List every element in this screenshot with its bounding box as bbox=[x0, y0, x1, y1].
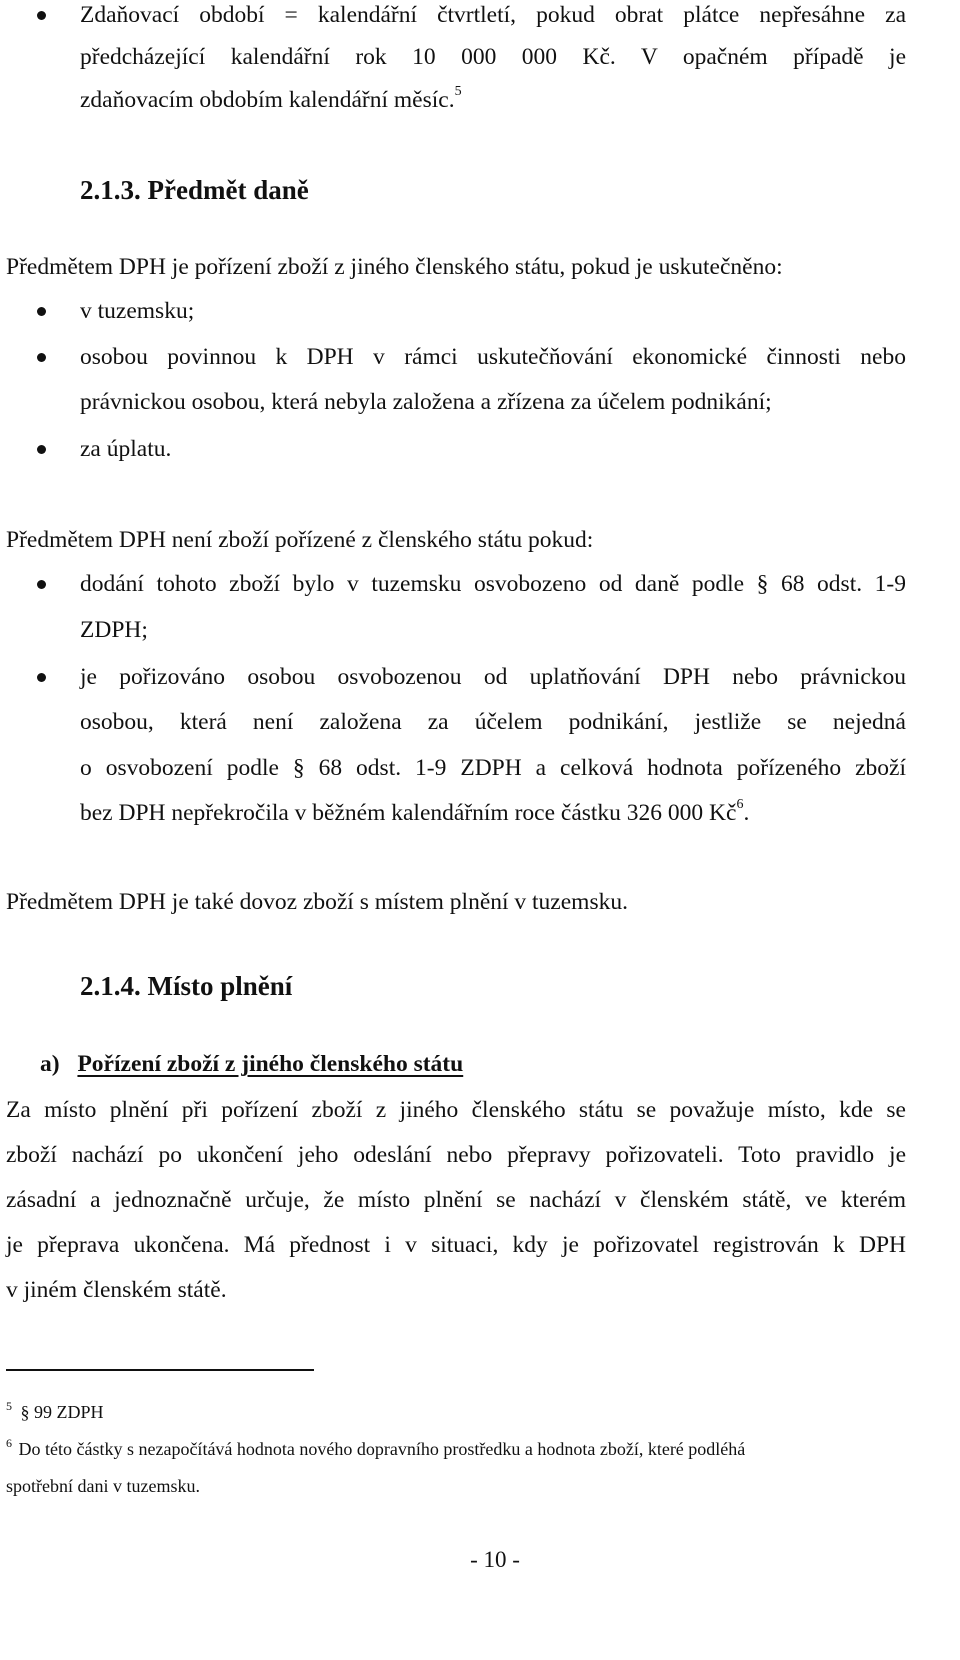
footnote-5 bbox=[6, 1398, 104, 1428]
subsection-label: a) bbox=[40, 1051, 60, 1077]
bullet-za-uplatu: za úplatu. bbox=[80, 436, 172, 462]
section-213-intro: Předmětem DPH je pořízení zboží z jiného členského státu, pokud je uskutečněno: bbox=[6, 254, 783, 280]
bullet-dot bbox=[37, 307, 46, 316]
para-line-4: je přeprava ukončena. Má přednost i v situaci, kdy je pořizovatel registrován k DPH bbox=[6, 1232, 906, 1258]
footnote-separator bbox=[6, 1369, 314, 1371]
bullet-dot bbox=[37, 445, 46, 454]
bullet-dot bbox=[37, 580, 46, 589]
bullet-poriz-line-4-text: bez DPH nepřekročila v běžném kalendářním roce částku 326 000 Kč bbox=[80, 800, 737, 826]
bullet-dot bbox=[37, 11, 46, 20]
bullet-dodani-line-2: ZDPH; bbox=[80, 617, 148, 643]
footnote-ref-6: 6 bbox=[736, 797, 744, 812]
footnote-6-line-2: spotřební dani v tuzemsku. bbox=[6, 1476, 200, 1496]
bullet-osobou-line-2: právnickou osobou, která nebyla založena a zřízena za účelem podnikání; bbox=[80, 389, 772, 415]
bullet-v-tuzemsku: v tuzemsku; bbox=[80, 298, 195, 324]
section-213-closing: Předmětem DPH je také dovoz zboží s místem plnění v tuzemsku. bbox=[6, 889, 628, 915]
bullet-poriz-line-2: osobou, která není založena za účelem podnikání, jestliže se nejedná bbox=[80, 709, 906, 735]
bullet-poriz-line-4 bbox=[80, 789, 749, 841]
footnote-ref-5: 5 bbox=[454, 84, 462, 99]
footnote-6-line-1 bbox=[6, 1435, 916, 1465]
bullet-dodani-line-1: dodání tohoto zboží bylo v tuzemsku osvobozeno od daně podle § 68 odst. 1-9 bbox=[80, 571, 906, 597]
subsection-heading-a bbox=[40, 1044, 463, 1084]
bullet-poriz-line-3: o osvobození podle § 68 odst. 1-9 ZDPH a celková hodnota pořízeného zboží bbox=[80, 755, 906, 781]
bullet-dot bbox=[37, 673, 46, 682]
section-heading-213: 2.1.3. Předmět daně bbox=[80, 175, 309, 205]
top-bullet-line-1: Zdaňovací období = kalendářní čtvrtletí, pokud obrat plátce nepřesáhne za bbox=[80, 2, 906, 28]
para-line-1: Za místo plnění při pořízení zboží z jiného členského státu se považuje místo, kde se bbox=[6, 1097, 906, 1123]
section-heading-214: 2.1.4. Místo plnění bbox=[80, 971, 293, 1001]
bullet-poriz-line-4-end: . bbox=[743, 800, 750, 826]
footnote-6-text-1: Do této částky s nezapočítává hodnota nového dopravního prostředku a hodnota zboží, které podléhá bbox=[18, 1439, 746, 1459]
top-bullet-line-3 bbox=[80, 76, 462, 128]
para-line-2: zboží nachází po ukončení jeho odeslání nebo přepravy pořizovateli. Toto pravidlo je bbox=[6, 1142, 906, 1168]
para-line-3: zásadní a jednoznačně určuje, že místo plnění se nachází v členském státě, ve kterém bbox=[6, 1187, 906, 1213]
section-213-intro-2: Předmětem DPH není zboží pořízené z členského státu pokud: bbox=[6, 527, 594, 553]
top-bullet-line-2: předcházející kalendářní rok 10 000 000 Kč. V opačném případě je bbox=[80, 44, 906, 70]
footnote-5-text: § 99 ZDPH bbox=[20, 1402, 104, 1422]
top-bullet-line-3-text: zdaňovacím obdobím kalendářní měsíc. bbox=[80, 87, 455, 113]
subsection-title: Pořízení zboží z jiného členského státu bbox=[77, 1051, 464, 1077]
bullet-dot bbox=[37, 353, 46, 362]
bullet-poriz-line-1: je pořizováno osobou osvobozenou od uplatňování DPH nebo právnickou bbox=[80, 664, 906, 690]
footnote-6-number: 6 bbox=[6, 1436, 12, 1450]
para-line-5: v jiném členském státě. bbox=[6, 1277, 227, 1303]
page-number: - 10 - bbox=[470, 1547, 520, 1572]
footnote-5-number: 5 bbox=[6, 1399, 12, 1413]
bullet-osobou-line-1: osobou povinnou k DPH v rámci uskutečňování ekonomické činnosti nebo bbox=[80, 344, 906, 370]
